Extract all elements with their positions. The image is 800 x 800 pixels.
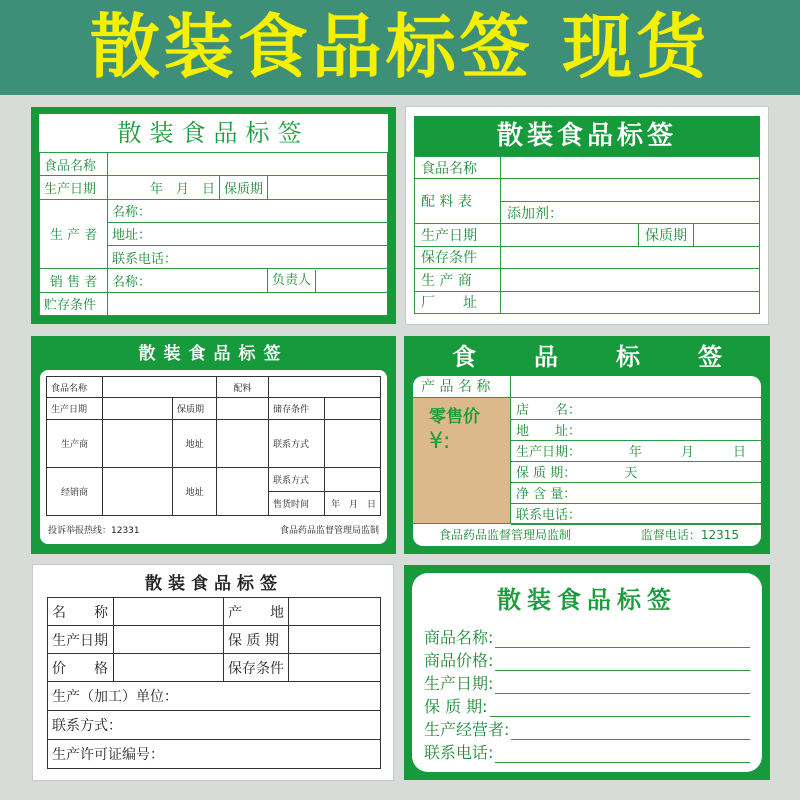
card1-shelf-label: 保质期	[220, 176, 268, 199]
card2-storage-label: 保存条件	[415, 246, 501, 268]
card2-additive-field[interactable]: 添加剂：	[501, 201, 760, 223]
card4-title-char-4: 签	[698, 343, 722, 371]
card4-title-char-2: 品	[534, 343, 558, 371]
card2-ingredients-label: 配 料 表	[415, 179, 501, 224]
card5-shelf-label: 保 质 期	[224, 626, 289, 654]
card6-title: 散装食品标签	[497, 586, 677, 614]
card4-supervisor: 食品药品监督管理局监制	[439, 528, 572, 542]
card5-prod-date-label: 生产日期	[48, 626, 114, 654]
card2-prod-date-field[interactable]	[501, 224, 639, 246]
card1-food-name-field[interactable]	[108, 153, 388, 176]
card2-table	[414, 156, 760, 314]
card3-food-name-label: 食品名称	[47, 377, 103, 398]
card2-title: 散装食品标签	[414, 116, 760, 156]
card5-price-label: 价 格	[48, 654, 114, 682]
card5-unit-field[interactable]: 生产（加工）单位：	[48, 682, 381, 711]
label-card-3	[31, 336, 396, 554]
card6-row-line	[511, 726, 750, 740]
label-card-1	[31, 107, 396, 324]
card1-storage-field[interactable]	[108, 292, 388, 315]
card6-row-line	[495, 634, 750, 648]
card4-panel	[413, 376, 761, 546]
card3-producer-label: 生产商	[47, 420, 103, 468]
label-card-2	[406, 107, 768, 324]
card3-title: 散装食品标签	[138, 344, 289, 364]
card1-responsible[interactable]	[268, 269, 388, 292]
card3-ingredients-field[interactable]	[269, 377, 381, 398]
card4-title-char-1: 食	[452, 343, 476, 371]
card2-shelf-label: 保质期	[639, 224, 694, 246]
card4-footer	[413, 523, 761, 546]
card2-ingredients-field[interactable]	[501, 179, 760, 201]
card2-storage-field[interactable]	[501, 246, 760, 268]
card3-storage-field[interactable]	[325, 398, 381, 420]
card4-title	[413, 336, 761, 376]
card6-row-label: 联系电话:	[424, 743, 494, 762]
card4-price-box[interactable]	[413, 398, 511, 523]
banner	[0, 0, 800, 95]
card5-storage-label: 保存条件	[224, 654, 289, 682]
card4-shelf[interactable]	[511, 461, 761, 482]
card6-row[interactable]	[424, 625, 750, 648]
card6-row-label: 商品名称:	[424, 628, 494, 647]
label-card-4	[404, 336, 770, 554]
card1-producer-phone[interactable]: 联系电话：	[108, 246, 388, 269]
card5-shelf-field[interactable]	[289, 626, 381, 654]
card4-net[interactable]: 净 含 量：	[511, 482, 761, 503]
card2-shelf-field[interactable]	[694, 224, 760, 246]
card3-prod-date-label: 生产日期	[47, 398, 103, 420]
card5-table	[47, 597, 381, 769]
card5-title: 散装食品标签	[145, 574, 283, 594]
banner-title: 散装食品标签 现货	[89, 6, 711, 88]
card5-origin-field[interactable]	[289, 598, 381, 626]
label-card-6	[404, 565, 770, 780]
card3-panel	[40, 370, 387, 544]
card3-prod-date-field[interactable]	[103, 398, 173, 420]
card1-prod-date-field[interactable]: 年 月 日	[108, 176, 220, 199]
card3-table	[46, 376, 381, 516]
card1-producer-name[interactable]: 名称：	[108, 199, 388, 222]
card3-distributor-label: 经销商	[47, 468, 103, 516]
card6-row[interactable]	[424, 740, 750, 763]
card3-sale-time-label: 售货时间	[269, 492, 325, 516]
card5-license-field[interactable]: 生产许可证编号：	[48, 740, 381, 769]
card1-title: 散装食品标签	[39, 114, 388, 152]
card3-address2-field[interactable]	[217, 468, 269, 516]
card6-row-line	[495, 680, 750, 694]
card4-title-char-3: 标	[616, 343, 640, 371]
card3-contact-label: 联系方式	[269, 420, 325, 468]
card5-storage-field[interactable]	[289, 654, 381, 682]
card3-storage-label: 储存条件	[269, 398, 325, 420]
card1-producer-address[interactable]: 地址：	[108, 222, 388, 245]
card3-contact2-label: 联系方式	[269, 468, 325, 492]
card3-shelf-label: 保质期	[173, 398, 217, 420]
card6-row-label: 生产日期:	[424, 674, 494, 693]
card3-footer	[46, 523, 381, 536]
card4-hotline: 监督电话：12315	[640, 528, 739, 542]
card3-address-label: 地址	[173, 420, 217, 468]
card5-origin-label: 产 地	[224, 598, 289, 626]
card2-food-name-label: 食品名称	[415, 157, 501, 179]
card3-supervisor: 食品药品监督管理局监制	[279, 526, 379, 536]
card3-ingredients-label: 配料	[217, 377, 269, 398]
card1-prod-date-label: 生产日期	[40, 176, 108, 199]
card1-responsible-label: 负责人	[268, 270, 316, 292]
card4-phone[interactable]: 联系电话：	[511, 503, 761, 524]
card6-row-line	[495, 749, 750, 763]
card2-prod-date-label: 生产日期	[415, 224, 501, 246]
card3-contact-field[interactable]	[325, 420, 381, 468]
card6-row-label: 生产经营者:	[424, 720, 510, 739]
card3-address-field[interactable]	[217, 420, 269, 468]
card4-yen: ¥:	[429, 429, 451, 454]
card4-date-fmt: 年 月 日	[629, 445, 747, 460]
card6-row-label: 商品价格:	[424, 651, 494, 670]
card1-table	[39, 152, 388, 316]
card2-food-name-field[interactable]	[501, 157, 760, 179]
card5-contact-field[interactable]: 联系方式：	[48, 711, 381, 740]
card4-product-name-label: 产 品 名 称	[413, 376, 511, 397]
card4-shelf-unit: 天	[624, 466, 638, 481]
card6-row[interactable]	[424, 694, 750, 717]
card6-row-line	[495, 657, 750, 671]
card1-storage-label: 贮存条件	[40, 292, 108, 315]
card4-product-name-field[interactable]	[511, 376, 761, 397]
card4-table	[511, 398, 761, 525]
card6-row[interactable]	[424, 648, 750, 671]
card4-address[interactable]: 地 址：	[511, 419, 761, 440]
card6-row-label: 保 质 期:	[424, 697, 488, 716]
card5-name-label: 名 称	[48, 598, 114, 626]
card6-row[interactable]	[424, 671, 750, 694]
card4-retail-price-label: 零售价	[429, 407, 480, 427]
card3-shelf-field[interactable]	[217, 398, 269, 420]
card5-price-field[interactable]	[114, 654, 224, 682]
card5-prod-date-field[interactable]	[114, 626, 224, 654]
card6-row-line	[490, 703, 750, 717]
card3-address2-label: 地址	[173, 468, 217, 516]
label-card-5	[33, 565, 393, 780]
card2-producer-field[interactable]	[501, 269, 760, 291]
card4-product-name-row	[413, 376, 761, 398]
card2-factory-label: 厂 址	[415, 291, 501, 313]
card4-body	[413, 398, 761, 523]
card3-distributor-field[interactable]	[103, 468, 173, 516]
card2-producer-label: 生 产 商	[415, 269, 501, 291]
card6-row[interactable]	[424, 717, 750, 740]
card1-producer-label: 生 产 者	[40, 199, 108, 269]
card4-prod-date[interactable]	[511, 440, 761, 461]
card1-seller-label: 销 售 者	[40, 269, 108, 292]
card3-contact2-field[interactable]	[325, 468, 381, 492]
card3-hotline: 投诉举报热线：12331	[48, 526, 140, 536]
card1-shelf-field[interactable]	[268, 176, 388, 199]
card5-name-field[interactable]	[114, 598, 224, 626]
card6-panel	[412, 573, 762, 772]
card2-factory-field[interactable]	[501, 291, 760, 313]
card1-food-name-label: 食品名称	[40, 153, 108, 176]
card4-prod-date-label: 生产日期：	[516, 445, 582, 460]
card4-store[interactable]: 店 名：	[511, 398, 761, 419]
card3-producer-field[interactable]	[103, 420, 173, 468]
card1-seller-name[interactable]: 名称：	[108, 269, 268, 292]
card4-shelf-label: 保 质 期：	[516, 466, 577, 481]
card6-rows	[424, 625, 750, 763]
card3-sale-time-field[interactable]: 年 月 日	[325, 492, 381, 516]
card3-food-name-field[interactable]	[103, 377, 217, 398]
